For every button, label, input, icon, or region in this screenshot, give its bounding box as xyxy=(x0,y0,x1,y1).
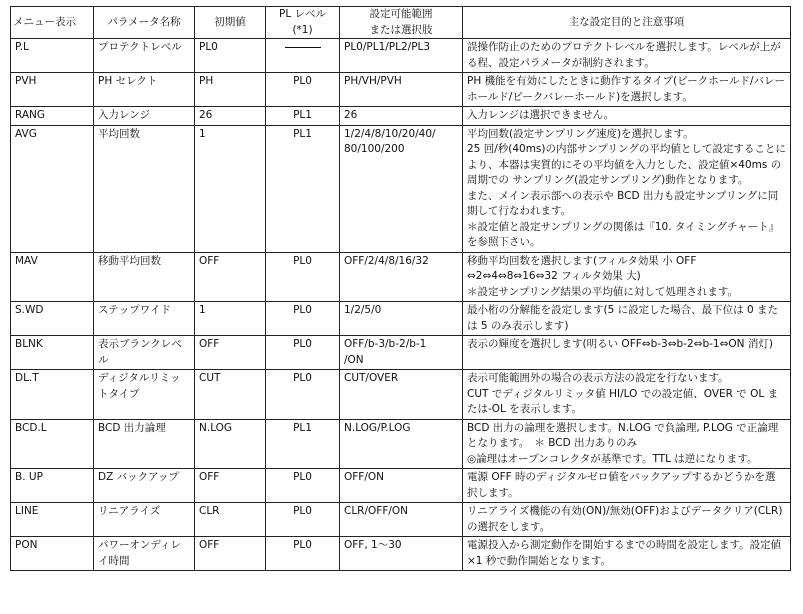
menu-code-cell: S.WD xyxy=(11,302,94,336)
range-cell: OFF/b-3/b-2/b-1 /ON xyxy=(340,336,463,370)
pl-level-cell: PL0 xyxy=(266,252,340,302)
menu-code-cell: BLNK xyxy=(11,336,94,370)
pl-level-cell: PL0 xyxy=(266,537,340,571)
pl-level-cell: PL1 xyxy=(266,125,340,252)
pl-level-cell: PL1 xyxy=(266,107,340,126)
initial-value-cell: PH xyxy=(195,73,266,107)
pl-level-cell: PL0 xyxy=(266,503,340,537)
initial-value-cell: CUT xyxy=(195,370,266,420)
initial-value-cell: OFF xyxy=(195,537,266,571)
table-row xyxy=(11,469,791,503)
description-cell: 電源投入から測定動作を開始するまでの時間を設定します。設定値×1 秒で動作開始となります。 xyxy=(463,537,791,571)
range-cell: OFF, 1～30 xyxy=(340,537,463,571)
table-row xyxy=(11,370,791,420)
description-cell: BCD 出力の論理を選択します。N.LOG で負論理, P.LOG で正論理となります。 ＊ BCD 出力ありのみ ◎論理はオープンコレクタが基準です。TTL は逆になります。 xyxy=(463,419,791,469)
description-cell: 移動平均回数を選択します(フィルタ効果 小 OFF ⇔2⇔4⇔8⇔16⇔32 フィルタ効果 大) ＊設定サンプリング結果の平均値に対して処理されます。 xyxy=(463,252,791,302)
range-cell: PH/VH/PVH xyxy=(340,73,463,107)
range-cell: PL0/PL1/PL2/PL3 xyxy=(340,39,463,73)
empty-dash xyxy=(285,47,321,48)
range-cell: 1/2/5/0 xyxy=(340,302,463,336)
initial-value-cell: 26 xyxy=(195,107,266,126)
range-cell: OFF/ON xyxy=(340,469,463,503)
param-name-cell: BCD 出力論理 xyxy=(94,419,195,469)
pl-level-note: (*1) xyxy=(292,23,313,36)
initial-value-cell: OFF xyxy=(195,336,266,370)
param-name-cell: リニアライズ xyxy=(94,503,195,537)
col-header-menu: メニュー表示 xyxy=(11,7,94,39)
menu-code-cell: BCD.L xyxy=(11,419,94,469)
pl-level-cell xyxy=(266,39,340,73)
table-row xyxy=(11,73,791,107)
pl-level-cell: PL0 xyxy=(266,469,340,503)
description-cell: リニアライズ機能の有効(ON)/無効(OFF)およびデータクリア(CLR)の選択をします。 xyxy=(463,503,791,537)
table-row xyxy=(11,39,791,73)
initial-value-cell: PL0 xyxy=(195,39,266,73)
initial-value-cell: 1 xyxy=(195,125,266,252)
param-name-cell: 表示ブランクレベル xyxy=(94,336,195,370)
param-name-cell: PH セレクト xyxy=(94,73,195,107)
table-row xyxy=(11,419,791,469)
menu-code-cell: LINE xyxy=(11,503,94,537)
menu-code-cell: RANG xyxy=(11,107,94,126)
description-cell: PH 機能を有効にしたときに動作するタイプ(ピークホールド/バレーホールド/ピークバレーホールド)を選択します。 xyxy=(463,73,791,107)
initial-value-cell: N.LOG xyxy=(195,419,266,469)
description-cell: 電源 OFF 時のディジタルゼロ値をバックアップするかどうかを選択します。 xyxy=(463,469,791,503)
initial-value-cell: 1 xyxy=(195,302,266,336)
range-label-line2: または選択肢 xyxy=(369,23,433,36)
range-label-line1: 設定可能範囲 xyxy=(369,8,433,20)
range-cell: OFF/2/4/8/16/32 xyxy=(340,252,463,302)
menu-code-cell: PVH xyxy=(11,73,94,107)
param-name-cell: 移動平均回数 xyxy=(94,252,195,302)
table-row xyxy=(11,107,791,126)
param-name-cell: DZ バックアップ xyxy=(94,469,195,503)
range-cell: CUT/OVER xyxy=(340,370,463,420)
menu-code-cell: PON xyxy=(11,537,94,571)
col-header-purpose: 主な設定目的と注意事項 xyxy=(463,7,791,39)
description-cell: 入力レンジは選択できません。 xyxy=(463,107,791,126)
table-row xyxy=(11,336,791,370)
range-cell: N.LOG/P.LOG xyxy=(340,419,463,469)
table-row xyxy=(11,302,791,336)
col-header-range xyxy=(340,7,463,39)
description-cell: 表示可能範囲外の場合の表示方法の設定を行ないます。 CUT でディジタルリミッタ値 HI/LO での設定値、OVER で OL または-OL を表示します。 xyxy=(463,370,791,420)
table-row xyxy=(11,503,791,537)
description-cell: 平均回数(設定サンプリング速度)を選択します。 25 回/秒(40ms)の内部サンプリングの平均値として設定することにより、本器は実質的にその平均値を入力とした、設定値×40ms の周期での サンプリング(設定サンプリング)動作となります。 また、メイン表示部への表示や BCD 出力も設定サンプリングに同期して行なわれます。 ＊設定値と設定サンプリングの関係は『10. タイミングチャート』を参照下さい。 xyxy=(463,125,791,252)
description-cell: 最小桁の分解能を設定します(5 に設定した場合、最下位は 0 または 5 のみ表示します) xyxy=(463,302,791,336)
pl-level-cell: PL0 xyxy=(266,302,340,336)
initial-value-cell: OFF xyxy=(195,469,266,503)
menu-code-cell: AVG xyxy=(11,125,94,252)
range-cell: CLR/OFF/ON xyxy=(340,503,463,537)
description-cell: 表示の輝度を選択します(明るい OFF⇔b-3⇔b-2⇔b-1⇔ON 消灯) xyxy=(463,336,791,370)
table-row xyxy=(11,537,791,571)
param-name-cell: 平均回数 xyxy=(94,125,195,252)
initial-value-cell: OFF xyxy=(195,252,266,302)
pl-level-cell: PL0 xyxy=(266,370,340,420)
menu-code-cell: MAV xyxy=(11,252,94,302)
param-name-cell: ディジタルリミットタイプ xyxy=(94,370,195,420)
header-row xyxy=(11,7,791,39)
menu-code-cell: DL.T xyxy=(11,370,94,420)
range-cell: 1/2/4/8/10/20/40/ 80/100/200 xyxy=(340,125,463,252)
table-row xyxy=(11,252,791,302)
pl-level-label: PL レベル xyxy=(278,8,327,20)
param-name-cell: ステップワイド xyxy=(94,302,195,336)
param-name-cell: パワーオンディレイ時間 xyxy=(94,537,195,571)
col-header-param: パラメータ名称 xyxy=(94,7,195,39)
col-header-pl-level xyxy=(266,7,340,39)
pl-level-cell: PL0 xyxy=(266,73,340,107)
table-row xyxy=(11,125,791,252)
menu-code-cell: P.L xyxy=(11,39,94,73)
param-name-cell: 入力レンジ xyxy=(94,107,195,126)
param-name-cell: プロテクトレベル xyxy=(94,39,195,73)
parameter-table xyxy=(10,6,791,571)
range-cell: 26 xyxy=(340,107,463,126)
description-cell: 誤操作防止のためのプロテクトレベルを選択します。レベルが上がる程、設定パラメータが制約されます。 xyxy=(463,39,791,73)
pl-level-cell: PL0 xyxy=(266,336,340,370)
pl-level-cell: PL1 xyxy=(266,419,340,469)
initial-value-cell: CLR xyxy=(195,503,266,537)
col-header-initial: 初期値 xyxy=(195,7,266,39)
menu-code-cell: B. UP xyxy=(11,469,94,503)
